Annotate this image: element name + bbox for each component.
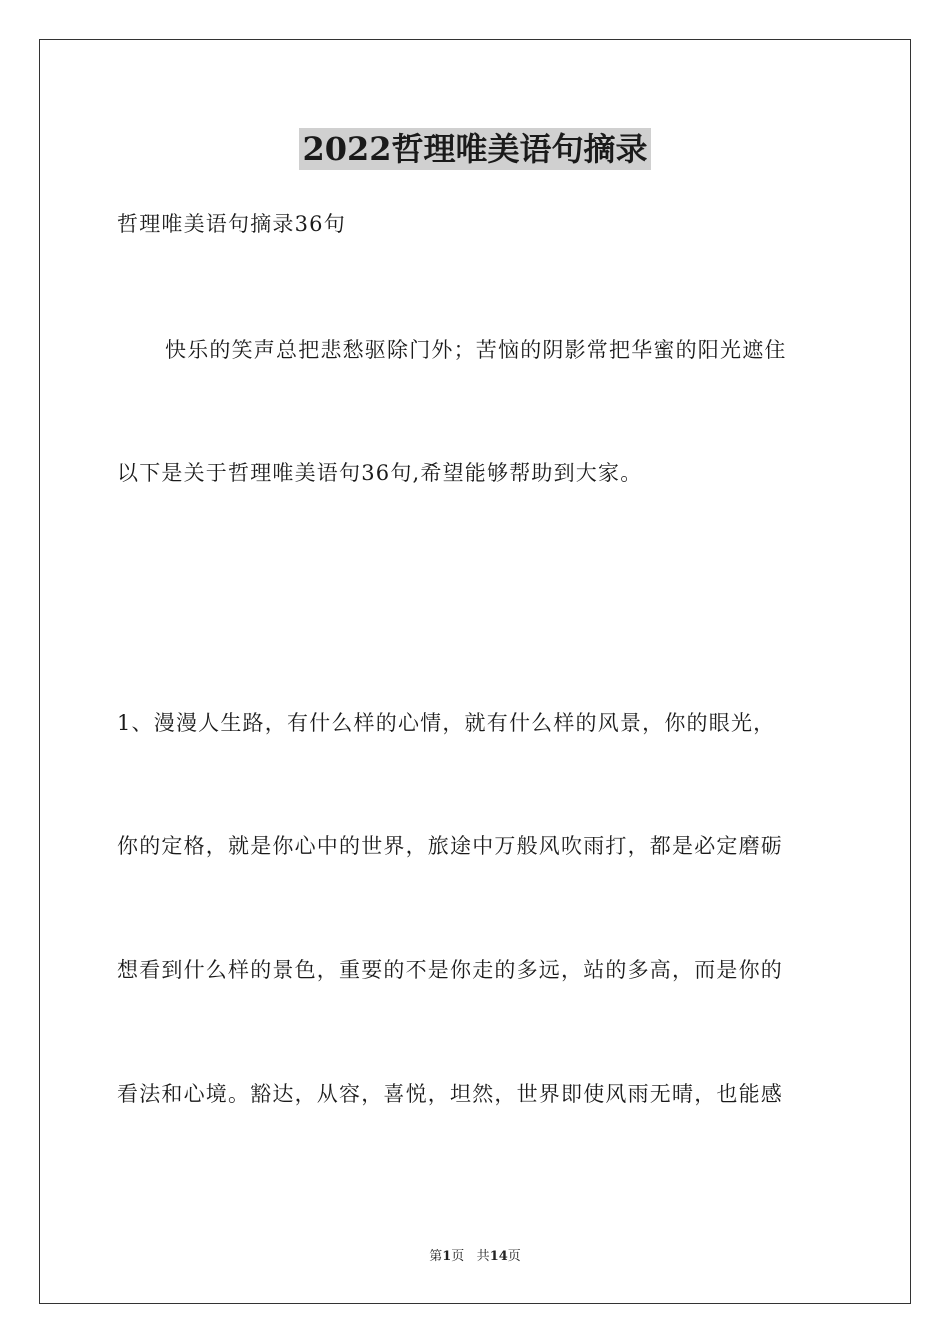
paragraph-line: 看法和心境。豁达，从容，喜悦，坦然，世界即使风雨无晴，也能感	[117, 1082, 783, 1106]
paragraph-line: 快乐的笑声总把悲愁驱除门外；苦恼的阴影常把华蜜的阳光遮住	[165, 338, 787, 362]
document-subtitle: 哲理唯美语句摘录36句	[117, 212, 346, 236]
paragraph-line: 你的定格，就是你心中的世界，旅途中万般风吹雨打，都是必定磨砺	[117, 834, 783, 858]
paragraph-line: 1、漫漫人生路，有什么样的心情，就有什么样的风景，你的眼光，	[117, 711, 776, 735]
footer-page-suffix: 页	[451, 1249, 465, 1264]
document-title-container	[0, 128, 950, 170]
footer-total-suffix: 页	[507, 1249, 521, 1264]
paragraph-line: 以下是关于哲理唯美语句36句,希望能够帮助到大家。	[117, 461, 643, 485]
document-title: 2022哲理唯美语句摘录	[299, 128, 650, 170]
footer-page-number: 1	[442, 1249, 452, 1264]
footer-total-prefix: 共	[476, 1249, 490, 1264]
footer-page-prefix: 第	[429, 1249, 443, 1264]
footer-total-pages: 14	[489, 1249, 508, 1264]
page-footer	[0, 1249, 950, 1265]
paragraph-line: 想看到什么样的景色，重要的不是你走的多远，站的多高，而是你的	[117, 958, 783, 982]
